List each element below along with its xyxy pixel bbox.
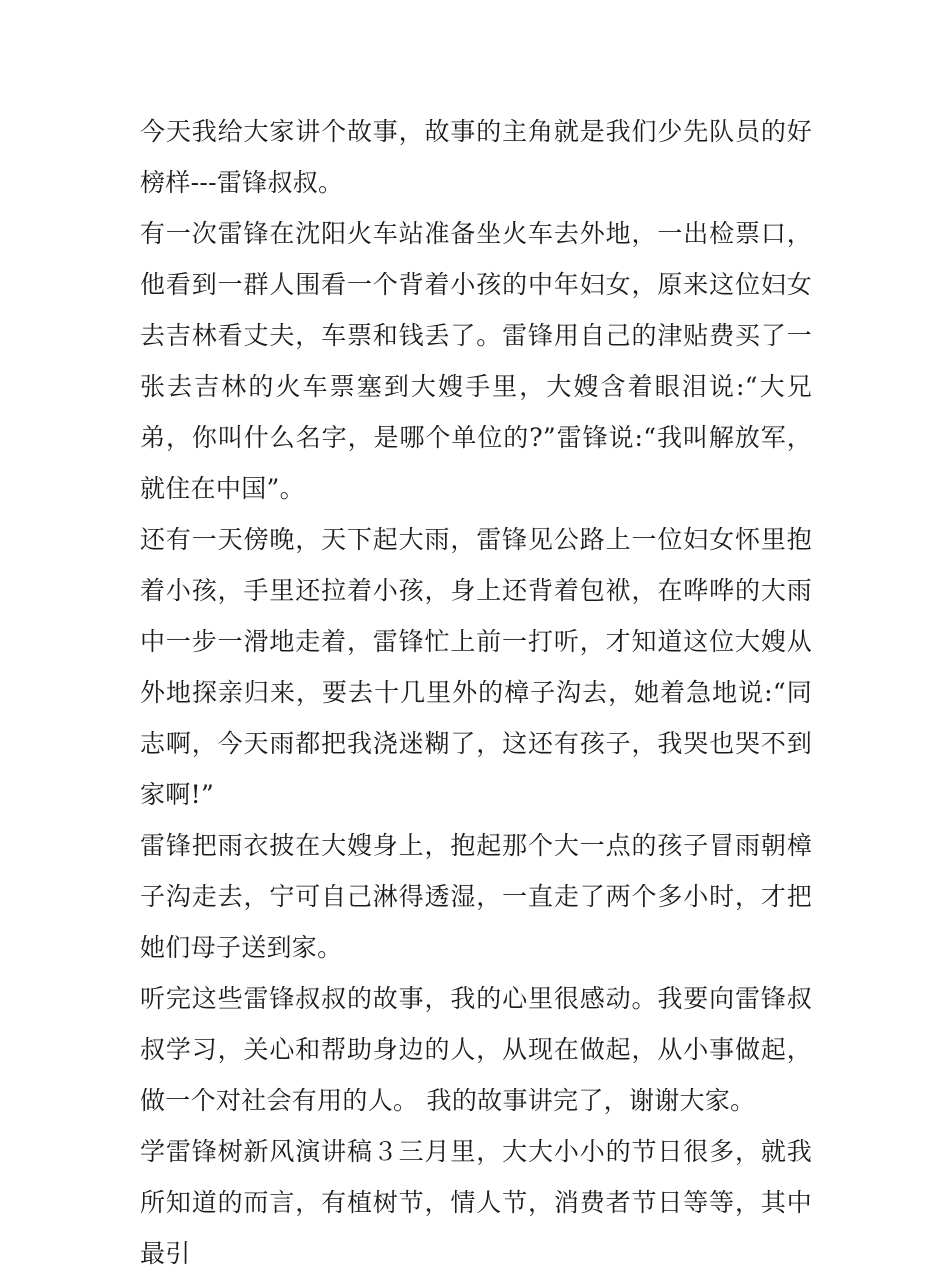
paragraph-intro: 今天我给大家讲个故事，故事的主角就是我们少先队员的好榜样---雷锋叔叔。 (140, 117, 812, 197)
paragraph-raincoat: 雷锋把雨衣披在大嫂身上，抱起那个大一点的孩子冒雨朝樟子沟走去，宁可自己淋得透湿，一直走了两个多小时，才把她们母子送到家。 (140, 831, 812, 962)
paragraph-conclusion: 听完这些雷锋叔叔的故事，我的心里很感动。我要向雷锋叔叔学习，关心和帮助身边的人，从现在做起，从小事做起，做一个对社会有用的人。 我的故事讲完了，谢谢大家。 (140, 984, 812, 1115)
paragraph-train-station: 有一次雷锋在沈阳火车站准备坐火车去外地，一出检票口，他看到一群人围看一个背着小孩的中年妇女，原来这位妇女去吉林看丈夫，车票和钱丢了。雷锋用自己的津贴费买了一张去吉林的火车票塞到大嫂手里，大嫂含着眼泪说:“大兄弟，你叫什么名字，是哪个单位的?”雷锋说:“我叫解放军，就住在中国”。 (140, 219, 812, 503)
paragraph-next-speech: 学雷锋树新风演讲稿３三月里，大大小小的节日很多，就我所知道的而言，有植树节，情人节，消费者节日等等，其中最引 (140, 1137, 812, 1268)
paragraph-rainy-evening: 还有一天傍晚，天下起大雨，雷锋见公路上一位妇女怀里抱着小孩，手里还拉着小孩，身上还背着包袱，在哗哗的大雨中一步一滑地走着，雷锋忙上前一打听，才知道这位大嫂从外地探亲归来，要去十几里外的樟子沟去，她着急地说:“同志啊，今天雨都把我浇迷糊了，这还有孩子，我哭也哭不到家啊!” (140, 525, 812, 809)
document-body (140, 106, 812, 1279)
